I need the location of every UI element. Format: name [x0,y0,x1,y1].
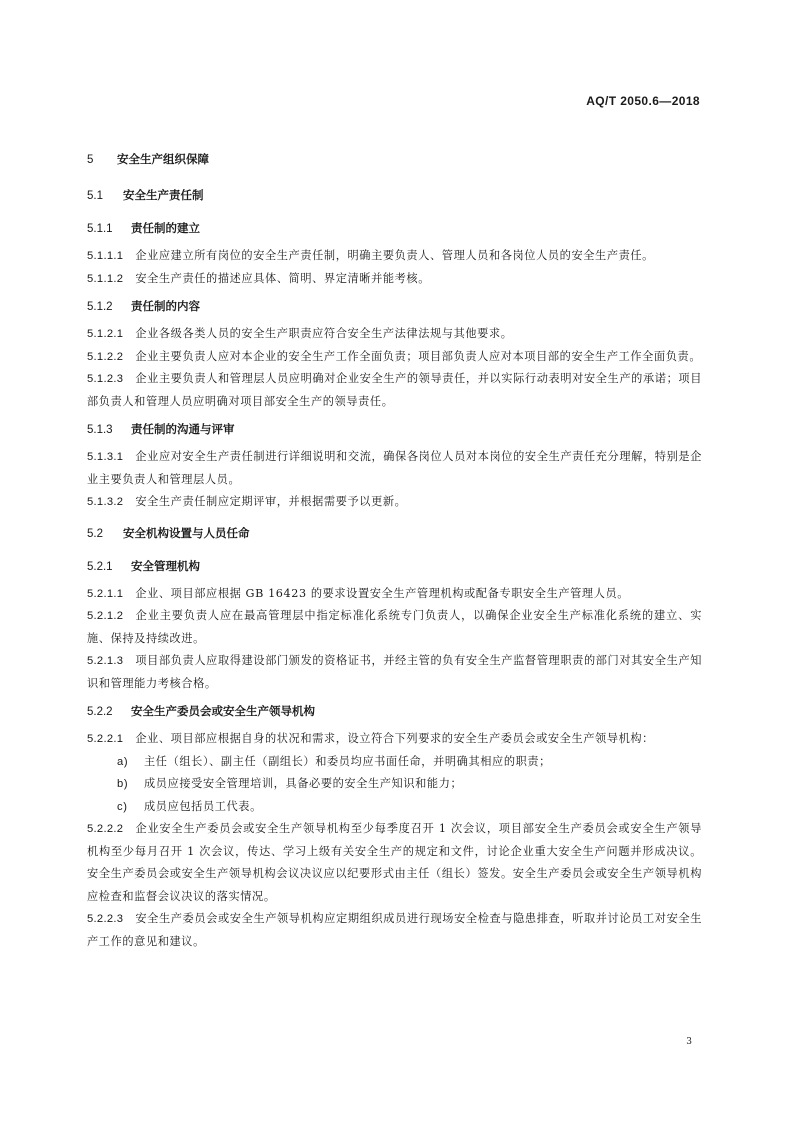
document-body [87,148,702,953]
clause-text: 企业主要负责人应对本企业的安全生产工作全面负责；项目部负责人应对本项目部的安全生产工作全面负责。 [135,349,702,363]
section-title: 安全生产责任制 [123,188,204,202]
clause-paragraph [87,605,702,650]
section-heading [87,522,702,545]
clause-paragraph [87,368,702,413]
list-item [87,751,702,774]
spacer [87,514,702,522]
clause-text: 企业、项目部应根据自身的状况和需求，设立符合下列要求的安全生产委员会或安全生产领导机构： [135,732,654,745]
clause-paragraph [87,268,702,291]
clause-text: 安全生产责任制应定期评审，并根据需要予以更新。 [135,495,407,508]
list-marker: c) [117,800,128,813]
clause-number: 5.1.2.3 [87,373,124,385]
section-title: 安全生产委员会或安全生产领导机构 [131,704,315,718]
clause-text: 安全生产责任的描述应具体、简明、界定清晰并能考核。 [135,271,431,285]
clause-text: 安全生产委员会或安全生产领导机构应定期组织成员进行现场安全检查与隐患排查，听取并讨论员工对安全生产工作的意见和建议。 [87,912,702,948]
clause-number: 5.1.1.2 [87,272,124,285]
section-title: 安全管理机构 [131,558,200,573]
clause-paragraph [87,583,702,606]
list-item [87,773,702,796]
section-heading [87,217,702,240]
clause-text: 企业各级各类人员的安全生产职责应符合安全生产法律法规与其他要求。 [135,327,513,340]
clause-paragraph [87,346,702,369]
clause-text: 项目部负责人应取得建设部门颁发的资格证书，并经主管的负有安全生产监督管理职责的部门对其安全生产知识和管理能力考核合格。 [87,654,702,690]
page-number: 3 [686,1037,692,1047]
section-title: 责任制的沟通与评审 [131,422,235,436]
clause-text: 企业主要负责人和管理层人员应明确对企业安全生产的领导责任，并以实际行动表明对安全生产的承诺；项目部负责人和管理人员应明确对项目部安全生产的领导责任。 [87,372,702,408]
clause-paragraph [87,323,702,346]
section-number: 5.2.1 [87,560,113,573]
list-item-text: 成员应接受安全管理培训，具备必要的安全生产知识和能力； [144,777,463,790]
list-item-text: 成员应包括员工代表。 [144,799,262,813]
clause-paragraph [87,446,702,491]
clause-paragraph [87,728,702,751]
clause-paragraph [87,650,702,695]
clause-number: 5.1.3.2 [87,496,124,508]
section-number: 5 [87,154,94,166]
section-heading [87,418,702,441]
clause-paragraph [87,818,702,908]
section-heading [87,295,702,318]
clause-number: 5.1.2.2 [87,350,124,363]
clause-text: 企业主要负责人应在最高管理层中指定标准化系统专门负责人，以确保企业安全生产标准化系统的建立、实施、保持及持续改进。 [87,609,702,645]
section-number: 5.1.1 [87,223,113,235]
standard-code: AQ/T 2050.6—2018 [586,94,700,108]
list-marker: b) [117,778,129,790]
clause-text: 企业、项目部应根据 GB 16423 的要求设置安全生产管理机构或配备专职安全生产管理人员。 [135,586,630,600]
clause-number: 5.2.1.1 [87,587,124,600]
clause-number: 5.2.1.3 [87,655,124,667]
section-heading [87,700,702,723]
section-heading [87,148,702,171]
section-number: 5.1.3 [87,424,113,436]
list-item-text: 主任（组长）、副主任（副组长）和委员均应书面任命，并明确其相应的职责； [144,754,551,768]
clause-text: 企业应对安全生产责任制进行详细说明和交流，确保各岗位人员对本岗位的安全生产责任充分理解，特别是企业主要负责人和管理层人员。 [87,450,702,486]
section-title: 安全机构设置与人员任命 [123,525,250,540]
clause-paragraph [87,245,702,268]
clause-number: 5.2.2.1 [87,733,124,745]
section-heading [87,555,702,578]
clause-text: 企业安全生产委员会或安全生产领导机构至少每季度召开 1 次会议，项目部安全生产委员会或安全生产领导机构至少每月召开 1 次会议，传达、学习上级有关安全生产的规定和文件，讨论企业重大安全生产问题并形成决议。安全生产委员会或安全生产领导机构会议决议应以纪要形式由主任（组长）签发。安全生产委员会或安全生产领导机构应检查和监督会议决议的落实情况。 [87,822,702,903]
section-number: 5.1.2 [87,301,113,313]
clause-text: 企业应建立所有岗位的安全生产责任制，明确主要负责人、管理人员和各岗位人员的安全生产责任。 [135,249,654,262]
clause-number: 5.2.2.3 [87,913,124,925]
list-item [87,796,702,819]
section-number: 5.2 [87,527,103,540]
section-number: 5.2.2 [87,706,113,718]
clause-number: 5.2.2.2 [87,823,124,835]
list-marker: a) [117,755,129,768]
clause-paragraph [87,491,702,514]
section-heading [87,184,702,207]
clause-number: 5.2.1.2 [87,610,124,622]
section-number: 5.1 [87,190,103,202]
clause-number: 5.1.3.1 [87,451,124,463]
section-title: 安全生产组织保障 [117,152,209,166]
section-title: 责任制的建立 [131,221,200,235]
clause-paragraph [87,908,702,953]
section-title: 责任制的内容 [131,299,200,313]
spacer [87,176,702,184]
clause-number: 5.1.1.1 [87,250,124,262]
clause-number: 5.1.2.1 [87,328,124,340]
